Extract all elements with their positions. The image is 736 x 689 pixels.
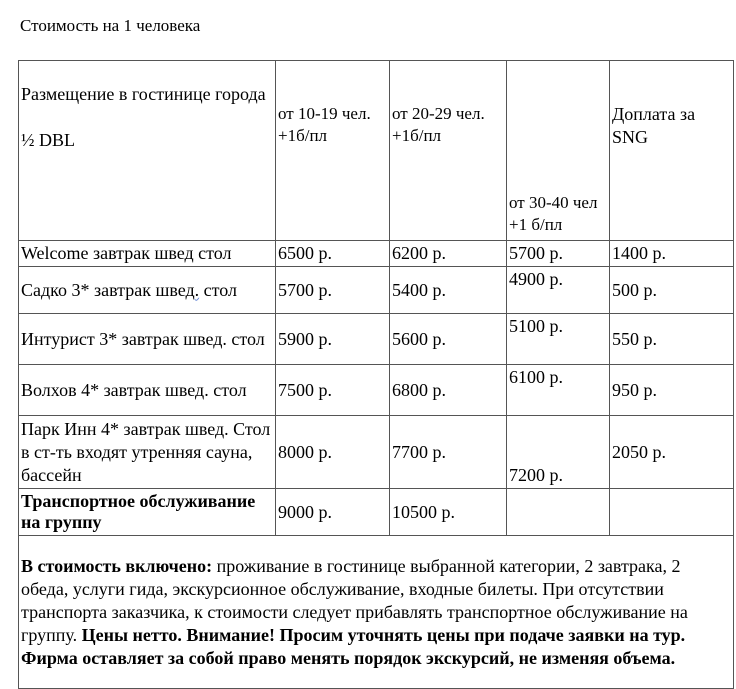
sng-surcharge: 950 р. bbox=[610, 365, 734, 416]
price-20-29: 5400 р. bbox=[390, 267, 507, 314]
page-caption: Стоимость на 1 человека bbox=[20, 16, 201, 35]
header-group-30-40: от 30-40 чел +1 б/пл bbox=[507, 61, 610, 241]
header-group-10-19: от 10-19 чел. +1б/пл bbox=[276, 61, 390, 241]
header-accommodation-label: Размещение в гостинице города bbox=[21, 84, 266, 104]
warning-note: Внимание! Просим уточнять цены при подаче заявки на тур. Фирма оставляет за собой право менять порядок экскурсий, не изменяя объема. bbox=[21, 624, 686, 668]
header-accommodation bbox=[19, 61, 276, 241]
price-10-19: 8000 р. bbox=[276, 416, 390, 489]
spellcheck-mark: . bbox=[194, 279, 200, 300]
price-10-19: 7500 р. bbox=[276, 365, 390, 416]
hotel-name: Волхов 4* завтрак швед. стол bbox=[19, 365, 276, 416]
table-row bbox=[19, 314, 734, 365]
sng-surcharge: 550 р. bbox=[610, 314, 734, 365]
sng-surcharge: 2050 р. bbox=[610, 416, 734, 489]
transport-label: Транспортное обслуживание на группу bbox=[19, 489, 276, 536]
price-30-40: 5100 р. bbox=[507, 314, 610, 365]
hotel-name: Интурист 3* завтрак швед. стол bbox=[19, 314, 276, 365]
transport-price-10-19: 9000 р. bbox=[276, 489, 390, 536]
transport-price-30-40 bbox=[507, 489, 610, 536]
price-10-19: 5900 р. bbox=[276, 314, 390, 365]
price-table bbox=[18, 60, 734, 689]
transport-sng bbox=[610, 489, 734, 536]
sng-surcharge: 500 р. bbox=[610, 267, 734, 314]
header-room-type: ½ DBL bbox=[21, 130, 75, 150]
price-20-29: 5600 р. bbox=[390, 314, 507, 365]
table-row bbox=[19, 267, 734, 314]
table-header-row bbox=[19, 61, 734, 241]
sng-surcharge: 1400 р. bbox=[610, 241, 734, 267]
price-10-19: 6500 р. bbox=[276, 241, 390, 267]
hotel-name: Welcome завтрак швед стол bbox=[19, 241, 276, 267]
notes-cell bbox=[19, 536, 734, 689]
price-20-29: 6200 р. bbox=[390, 241, 507, 267]
table-row bbox=[19, 365, 734, 416]
included-label: В стоимость включено: bbox=[21, 555, 213, 576]
notes-row bbox=[19, 536, 734, 689]
price-30-40: 4900 р. bbox=[507, 267, 610, 314]
price-30-40: 6100 р. bbox=[507, 365, 610, 416]
header-group-20-29: от 20-29 чел. +1б/пл bbox=[390, 61, 507, 241]
transport-price-20-29: 10500 р. bbox=[390, 489, 507, 536]
hotel-name: Садко 3* завтрак швед. стол bbox=[19, 267, 276, 314]
price-20-29: 7700 р. bbox=[390, 416, 507, 489]
table-row bbox=[19, 416, 734, 489]
net-prices-note: Цены нетто. bbox=[81, 624, 182, 645]
hotel-name: Парк Инн 4* завтрак швед. Стол в ст-ть входят утренняя сауна, бассейн bbox=[19, 416, 276, 489]
price-30-40: 5700 р. bbox=[507, 241, 610, 267]
included-text: проживание в гостинице выбранной категории, 2 завтрака, 2 обеда, услуги гида, экскурсионное обслуживание, входные билеты. При отсутствии транспорта заказчика, к стоимости следует прибавлять транспортное обслуживание на группу. bbox=[21, 555, 688, 645]
price-20-29: 6800 р. bbox=[390, 365, 507, 416]
header-sng-surcharge: Доплата за SNG bbox=[610, 61, 734, 241]
table-row bbox=[19, 241, 734, 267]
price-10-19: 5700 р. bbox=[276, 267, 390, 314]
price-30-40: 7200 р. bbox=[507, 416, 610, 489]
transport-row bbox=[19, 489, 734, 536]
